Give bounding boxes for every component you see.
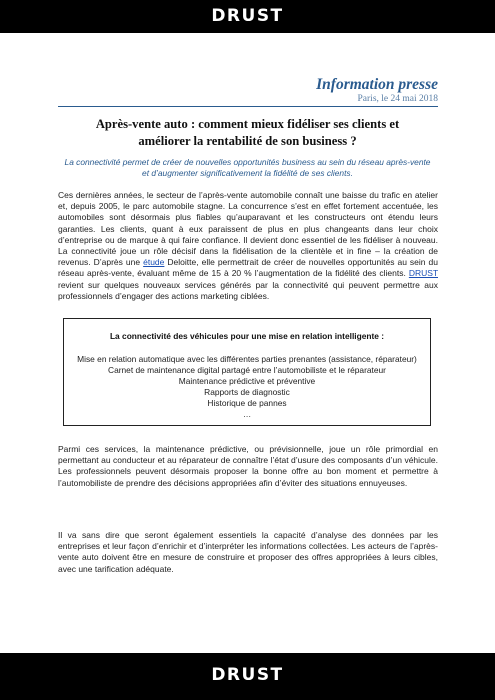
paragraph-intro [58,190,438,302]
list-item: … [242,409,252,419]
list-item: Rapports de diagnostic [204,387,290,397]
services-box-title: La connectivité des véhicules pour une mise en relation intelligente : [109,331,385,341]
article-title [70,116,425,150]
paragraph-data-analysis: Il va sans dire que seront également essentiels la capacité d’analyse des données par les entreprises et leur façon d’enrichir et d’interpréter les informations collectées. Les acteurs de l’après-vente auto doivent être en mesure de construire et proposer des offres appropriées à leurs cibles, avec une tarification adéquate. [58,530,438,574]
paragraph-maintenance: Parmi ces services, la maintenance prédictive, ou prévisionnelle, joue un rôle primordial en permettant au conducteur et au réparateur de connaître l’état d’usure des composants d’un véhicule. Les professionnels peuvent désormais proposer la bonne offre au bon moment et permettre à l’automobiliste de prendre des décisions appropriées afin d’éviter des situations ennuyeuses. [58,444,438,488]
list-item: Maintenance prédictive et préventive [178,376,316,386]
title-line-1: Après-vente auto : comment mieux fidéliser ses clients et [95,117,400,131]
list-item: Historique de pannes [207,398,287,408]
intro-text-2: Deloitte, elle permettrait de créer de nouvelles opportunités au sein du réseau après-vente, évaluant même de 15 à 20 % l’augmentation de la fidélité des clients. [58,257,438,279]
list-item: Mise en relation automatique avec les différentes parties prenantes (assistance, réparateur) [77,354,417,364]
press-label: Information presse [316,76,438,93]
intro-text-1: Ces dernières années, le secteur de l’après-vente automobile connaît une baisse du trafic en atelier et, depuis 2005, le parc automobile stagne. La concurrence s’est en effet fortement accentuée, les automobiles sont désormais plus fiables qu’auparavant et les constructeurs ont étendu leurs garanties. Les clients, quant à eux paraissent de plus en plus changeants dans leur choix d’entreprise ou de marque à qui faire confiance. Il devient donc essentiel de les fidéliser à nouveau. La connectivité joue un rôle décisif dans la fidélisation de la clientèle et in fine – la création de revenus. D’après une [58,190,438,268]
services-box [63,318,431,426]
footer-bar [0,653,495,700]
header-divider [58,106,438,107]
article-lede: La connectivité permet de créer de nouvelles opportunités business au sein du réseau après-vente et d’augmenter significativement la fidélité de ses clients. [64,157,431,178]
title-line-2: améliorer la rentabilité de son business ? [138,134,357,148]
dateline: Paris, le 24 mai 2018 [357,94,438,104]
study-link[interactable]: étude [143,257,165,268]
footer-logo: DRUST [211,665,284,685]
brand-link[interactable]: DRUST [408,268,438,279]
intro-text-3: revient sur quelques nouveaux services générés par la connectivité qui peuvent permettre aux professionnels d’engager des actions marketing ciblées. [58,279,438,301]
services-list [64,354,430,420]
header-bar [0,0,495,33]
list-item: Carnet de maintenance digital partagé entre l’automobiliste et le réparateur [108,365,386,375]
brand-logo: DRUST [211,6,284,26]
